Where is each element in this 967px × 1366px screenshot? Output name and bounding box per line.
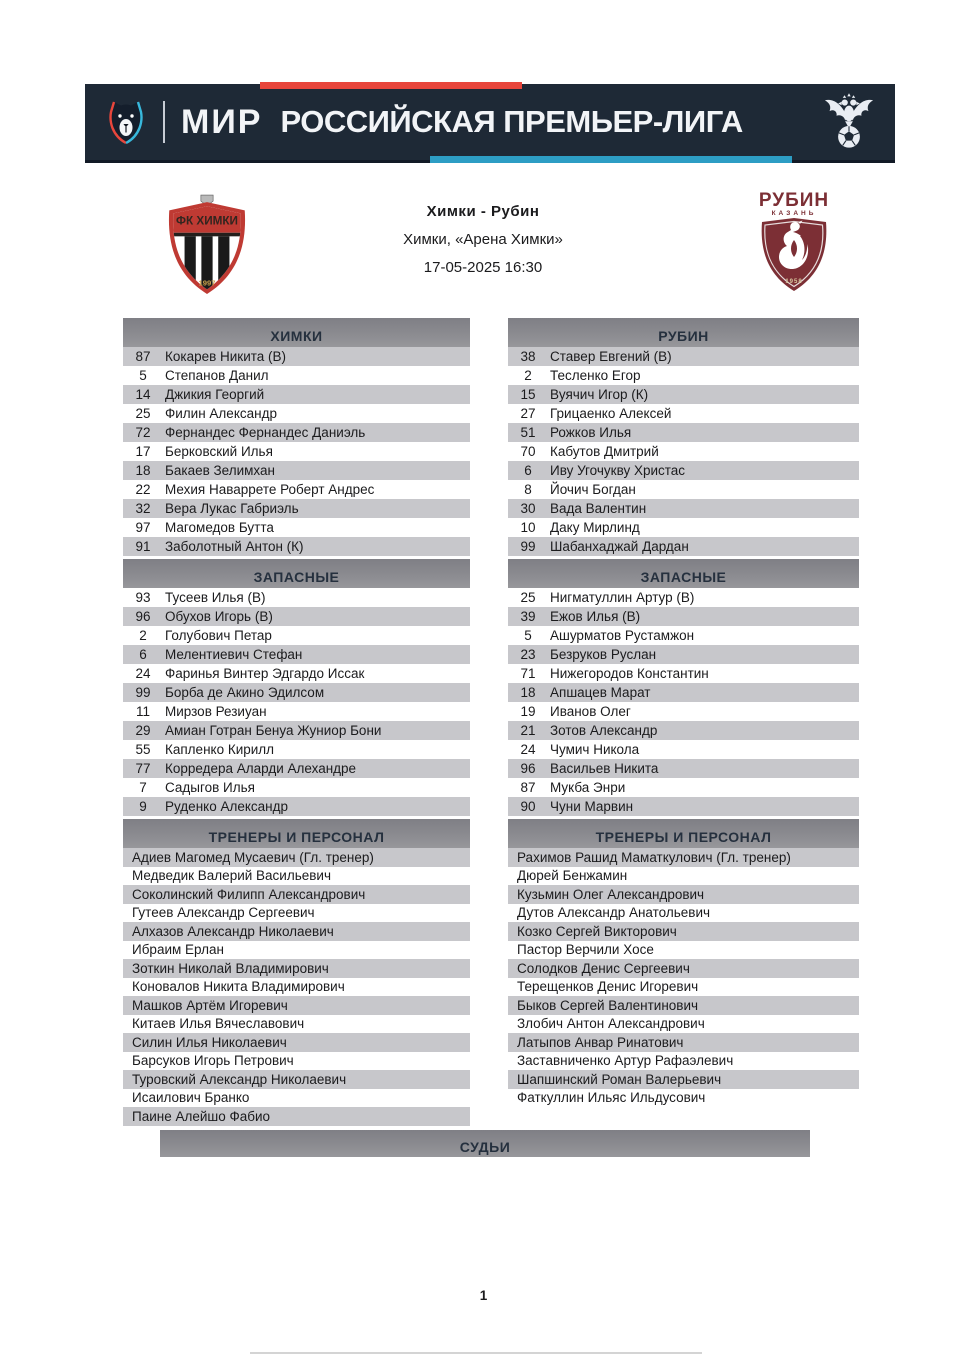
player-number: 38 bbox=[520, 349, 536, 364]
referees-header: СУДЬИ bbox=[160, 1130, 810, 1157]
player-row bbox=[508, 721, 859, 740]
player-row bbox=[123, 740, 470, 759]
player-number: 15 bbox=[520, 387, 536, 402]
away-staff-rows bbox=[508, 848, 859, 1107]
player-number: 5 bbox=[139, 368, 147, 383]
player-row bbox=[508, 778, 859, 797]
player-row bbox=[123, 442, 470, 461]
player-row bbox=[123, 499, 470, 518]
rubin-crest-city: КАЗАНЬ bbox=[771, 210, 817, 217]
player-name: Филин Александр bbox=[165, 406, 277, 421]
player-name: Нижегородов Константин bbox=[550, 666, 709, 681]
player-row bbox=[123, 423, 470, 442]
staff-row bbox=[123, 885, 470, 904]
subs-header: ЗАПАСНЫЕ bbox=[123, 559, 470, 588]
player-number: 7 bbox=[139, 780, 147, 795]
player-name: Кокарев Никита (В) bbox=[165, 349, 287, 364]
home-team-header: ХИМКИ bbox=[123, 318, 470, 347]
mir-sponsor-logo: МИР bbox=[181, 102, 263, 141]
player-name: Ашурматов Рустамжон bbox=[550, 628, 695, 643]
staff-name: Дюрей Бенжамин bbox=[517, 868, 628, 884]
player-number: 25 bbox=[520, 590, 536, 605]
player-number: 5 bbox=[524, 628, 532, 643]
player-number: 55 bbox=[135, 742, 151, 757]
player-row bbox=[123, 480, 470, 499]
player-name: Мелентиевич Стефан bbox=[165, 647, 303, 662]
staff-header: ТРЕНЕРЫ И ПЕРСОНАЛ bbox=[508, 819, 859, 848]
player-name: Капленко Кирилл bbox=[165, 742, 275, 757]
player-number: 23 bbox=[520, 647, 536, 662]
staff-name: Пастор Верчили Хосе bbox=[517, 942, 654, 958]
player-number: 29 bbox=[135, 723, 151, 738]
player-row bbox=[508, 347, 859, 366]
player-number: 8 bbox=[524, 482, 532, 497]
player-name: Голубович Петар bbox=[165, 628, 272, 643]
staff-row bbox=[508, 904, 859, 923]
staff-header: ТРЕНЕРЫ И ПЕРСОНАЛ bbox=[123, 819, 470, 848]
staff-row bbox=[123, 996, 470, 1015]
player-row bbox=[508, 626, 859, 645]
player-row bbox=[508, 461, 859, 480]
player-number: 71 bbox=[520, 666, 536, 681]
home-staff-table bbox=[123, 819, 470, 1126]
player-number: 96 bbox=[135, 609, 151, 624]
away-subs-rows bbox=[508, 588, 859, 816]
staff-row bbox=[123, 1070, 470, 1089]
player-name: Тусеев Илья (В) bbox=[165, 590, 266, 605]
league-banner bbox=[85, 84, 895, 163]
rfu-eagle-logo bbox=[821, 87, 877, 157]
player-row bbox=[508, 664, 859, 683]
match-datetime: 17-05-2025 16:30 bbox=[423, 259, 543, 276]
player-row bbox=[123, 347, 470, 366]
player-name: Джикия Георгий bbox=[165, 387, 265, 402]
player-row bbox=[508, 740, 859, 759]
player-row bbox=[123, 404, 470, 423]
player-name: Чуни Марвин bbox=[550, 799, 634, 814]
player-number: 6 bbox=[139, 647, 147, 662]
staff-row bbox=[508, 848, 859, 867]
player-row bbox=[123, 607, 470, 626]
staff-name: Силин Илья Николаевич bbox=[132, 1034, 287, 1050]
staff-row bbox=[123, 1033, 470, 1052]
player-row bbox=[123, 683, 470, 702]
player-row bbox=[508, 442, 859, 461]
player-number: 17 bbox=[135, 444, 151, 459]
player-name: Грицаенко Алексей bbox=[550, 406, 672, 421]
player-number: 18 bbox=[520, 685, 536, 700]
staff-row bbox=[123, 941, 470, 960]
player-name: Даку Мирлинд bbox=[550, 520, 640, 535]
player-name: Корредера Аларди Алехандре bbox=[165, 761, 357, 776]
player-row bbox=[508, 645, 859, 664]
staff-name: Зоткин Николай Владимирович bbox=[132, 960, 329, 976]
away-team-column bbox=[508, 318, 859, 1110]
staff-name: Машков Артём Игоревич bbox=[132, 997, 288, 1013]
player-row bbox=[508, 607, 859, 626]
player-number: 99 bbox=[520, 539, 536, 554]
player-number: 39 bbox=[520, 609, 536, 624]
player-name: Руденко Александр bbox=[165, 799, 289, 814]
rpl-bear-logo bbox=[103, 97, 149, 147]
staff-row bbox=[508, 1015, 859, 1034]
player-name: Тесленко Егор bbox=[550, 368, 641, 383]
player-name: Магомедов Бутта bbox=[165, 520, 274, 535]
player-name: Амиан Готран Бенуа Жуниор Бони bbox=[165, 723, 382, 738]
player-name: Иву Угочукву Христас bbox=[550, 463, 686, 478]
match-title: Химки - Рубин bbox=[426, 203, 540, 220]
player-name: Чумич Никола bbox=[550, 742, 640, 757]
staff-row bbox=[123, 978, 470, 997]
player-name: Шабанхаджай Дардан bbox=[550, 539, 689, 554]
teal-accent-bar bbox=[430, 156, 792, 163]
player-number: 10 bbox=[520, 520, 536, 535]
banner-divider bbox=[163, 101, 165, 143]
staff-row bbox=[123, 1052, 470, 1071]
staff-row bbox=[508, 922, 859, 941]
player-row bbox=[508, 518, 859, 537]
player-number: 24 bbox=[520, 742, 536, 757]
player-number: 30 bbox=[520, 501, 536, 516]
staff-name: Китаев Илья Вячеславович bbox=[132, 1016, 305, 1032]
player-row bbox=[508, 404, 859, 423]
league-title: РОССИЙСКАЯ ПРЕМЬЕР-ЛИГА bbox=[280, 104, 743, 139]
player-row bbox=[123, 588, 470, 607]
away-staff-table bbox=[508, 819, 859, 1107]
player-name: Ставер Евгений (В) bbox=[550, 349, 672, 364]
player-row bbox=[123, 518, 470, 537]
staff-row bbox=[123, 848, 470, 867]
player-row bbox=[123, 721, 470, 740]
player-row bbox=[123, 702, 470, 721]
player-number: 2 bbox=[524, 368, 532, 383]
player-row bbox=[123, 645, 470, 664]
staff-name: Рахимов Рашид Маматкулович (Гл. тренер) bbox=[517, 849, 791, 865]
player-row bbox=[508, 683, 859, 702]
player-name: Иванов Олег bbox=[550, 704, 631, 719]
player-number: 22 bbox=[135, 482, 151, 497]
player-row bbox=[508, 385, 859, 404]
staff-name: Козко Сергей Викторович bbox=[517, 923, 677, 939]
player-name: Зотов Александр bbox=[550, 723, 658, 738]
player-number: 72 bbox=[135, 425, 151, 440]
red-accent-bar bbox=[260, 82, 522, 89]
staff-name: Быков Сергей Валентинович bbox=[517, 997, 699, 1013]
player-number: 87 bbox=[520, 780, 536, 795]
player-row bbox=[123, 461, 470, 480]
player-name: Мирзов Резиуан bbox=[165, 704, 267, 719]
home-subs-rows bbox=[123, 588, 470, 816]
away-starters-table bbox=[508, 318, 859, 556]
player-number: 70 bbox=[520, 444, 536, 459]
player-number: 21 bbox=[520, 723, 536, 738]
staff-row bbox=[123, 959, 470, 978]
rubin-crest-year: 1958 bbox=[785, 279, 803, 285]
player-number: 2 bbox=[139, 628, 147, 643]
rubin-crest-name: РУБИН bbox=[758, 190, 830, 211]
player-row bbox=[123, 797, 470, 816]
match-info bbox=[233, 203, 733, 276]
player-name: Фернандес Фернандес Даниэль bbox=[165, 425, 366, 440]
staff-row bbox=[508, 867, 859, 886]
player-number: 91 bbox=[135, 539, 151, 554]
rubin-crest bbox=[742, 190, 846, 296]
player-number: 19 bbox=[520, 704, 536, 719]
staff-name: Соколинский Филипп Александрович bbox=[132, 886, 366, 902]
player-name: Кабутов Дмитрий bbox=[550, 444, 659, 459]
staff-name: Барсуков Игорь Петрович bbox=[132, 1053, 294, 1069]
player-number: 25 bbox=[135, 406, 151, 421]
player-number: 51 bbox=[520, 425, 536, 440]
staff-name: Фаткуллин Ильяс Ильдусович bbox=[517, 1090, 706, 1106]
scan-edge-line bbox=[250, 1352, 702, 1354]
player-name: Берковский Илья bbox=[165, 444, 273, 459]
match-venue: Химки, «Арена Химки» bbox=[403, 231, 563, 248]
home-starters-table bbox=[123, 318, 470, 556]
player-row bbox=[508, 702, 859, 721]
home-subs-table bbox=[123, 559, 470, 816]
player-name: Ежов Илья (В) bbox=[550, 609, 641, 624]
staff-row bbox=[508, 1089, 859, 1108]
staff-name: Солодков Денис Сергеевич bbox=[517, 960, 690, 976]
player-name: Садыгов Илья bbox=[165, 780, 255, 795]
player-number: 11 bbox=[135, 704, 150, 719]
staff-row bbox=[508, 941, 859, 960]
staff-row bbox=[508, 1052, 859, 1071]
home-team-column bbox=[123, 318, 470, 1129]
player-name: Степанов Данил bbox=[165, 368, 269, 383]
player-number: 87 bbox=[135, 349, 151, 364]
player-number: 18 bbox=[135, 463, 151, 478]
player-number: 96 bbox=[520, 761, 536, 776]
staff-row bbox=[123, 1089, 470, 1108]
staff-row bbox=[123, 1015, 470, 1034]
player-name: Вера Лукас Габриэль bbox=[165, 501, 299, 516]
staff-name: Коновалов Никита Владимирович bbox=[132, 979, 345, 995]
player-row bbox=[123, 664, 470, 683]
staff-name: Ибраим Ерлан bbox=[132, 942, 224, 958]
player-name: Безруков Руслан bbox=[550, 647, 657, 662]
player-name: Мехия Наваррете Роберт Андрес bbox=[165, 482, 375, 497]
player-row bbox=[123, 626, 470, 645]
staff-row bbox=[508, 959, 859, 978]
player-number: 27 bbox=[520, 406, 536, 421]
staff-name: Алхазов Александр Николаевич bbox=[132, 923, 334, 939]
player-number: 32 bbox=[135, 501, 151, 516]
page-number: 1 bbox=[479, 1288, 488, 1303]
staff-name: Дутов Александр Анатольевич bbox=[517, 905, 711, 921]
staff-name: Медведик Валерий Васильевич bbox=[132, 868, 331, 884]
staff-name: Туровский Александр Николаевич bbox=[132, 1071, 347, 1087]
home-staff-rows bbox=[123, 848, 470, 1126]
away-starters-rows bbox=[508, 347, 859, 556]
staff-row bbox=[123, 922, 470, 941]
player-row bbox=[123, 778, 470, 797]
staff-row bbox=[123, 904, 470, 923]
staff-row bbox=[508, 885, 859, 904]
player-name: Заболотный Антон (К) bbox=[165, 539, 304, 554]
away-team-header: РУБИН bbox=[508, 318, 859, 347]
staff-name: Адиев Магомед Мусаевич (Гл. тренер) bbox=[132, 849, 374, 865]
player-row bbox=[508, 537, 859, 556]
player-row bbox=[508, 759, 859, 778]
player-number: 97 bbox=[135, 520, 151, 535]
home-starters-rows bbox=[123, 347, 470, 556]
staff-name: Заставниченко Артур Рафаэлевич bbox=[517, 1053, 734, 1069]
player-name: Фаринья Винтер Эдгардо Иссак bbox=[165, 666, 365, 681]
player-number: 77 bbox=[135, 761, 151, 776]
player-row bbox=[123, 759, 470, 778]
staff-row bbox=[123, 867, 470, 886]
subs-header: ЗАПАСНЫЕ bbox=[508, 559, 859, 588]
player-name: Рожков Илья bbox=[550, 425, 632, 440]
staff-row bbox=[123, 1107, 470, 1126]
player-number: 9 bbox=[139, 799, 147, 814]
staff-name: Гутеев Александр Сергеевич bbox=[132, 905, 315, 921]
khimki-crest-name: ФК ХИМКИ bbox=[176, 214, 238, 228]
player-number: 93 bbox=[135, 590, 151, 605]
player-name: Вуячич Игор (К) bbox=[550, 387, 649, 402]
staff-row bbox=[508, 978, 859, 997]
player-name: Васильев Никита bbox=[550, 761, 659, 776]
staff-name: Исаилович Бранко bbox=[132, 1090, 250, 1106]
player-row bbox=[123, 385, 470, 404]
player-row bbox=[508, 499, 859, 518]
player-row bbox=[508, 480, 859, 499]
staff-name: Кузьмин Олег Александрович bbox=[517, 886, 705, 902]
player-row bbox=[508, 423, 859, 442]
khimki-crest-year: 1997 bbox=[198, 278, 216, 288]
player-name: Вада Валентин bbox=[550, 501, 647, 516]
staff-row bbox=[508, 1070, 859, 1089]
player-name: Мукба Энри bbox=[550, 780, 626, 795]
staff-name: Паине Алейшо Фабио bbox=[132, 1108, 271, 1124]
staff-name: Шапшинский Роман Валерьевич bbox=[517, 1071, 722, 1087]
player-name: Апшацев Марат bbox=[550, 685, 651, 700]
staff-name: Злобич Антон Александрович bbox=[517, 1016, 705, 1032]
player-number: 24 bbox=[135, 666, 151, 681]
player-row bbox=[123, 537, 470, 556]
player-number: 99 bbox=[135, 685, 151, 700]
player-name: Борба де Акино Эдилсом bbox=[165, 685, 325, 700]
player-name: Нигматуллин Артур (В) bbox=[550, 590, 695, 605]
player-name: Обухов Игорь (В) bbox=[165, 609, 273, 624]
player-row bbox=[508, 797, 859, 816]
staff-name: Терещенков Денис Игоревич bbox=[517, 979, 699, 995]
player-row bbox=[508, 366, 859, 385]
player-row bbox=[123, 366, 470, 385]
away-subs-table bbox=[508, 559, 859, 816]
player-row bbox=[508, 588, 859, 607]
staff-name: Латыпов Анвар Ринатович bbox=[517, 1034, 684, 1050]
player-number: 14 bbox=[135, 387, 151, 402]
player-name: Бакаев Зелимхан bbox=[165, 463, 275, 478]
staff-row bbox=[508, 1033, 859, 1052]
referees-section bbox=[160, 1130, 810, 1163]
player-number: 90 bbox=[520, 799, 536, 814]
staff-row bbox=[508, 996, 859, 1015]
player-name: Йочич Богдан bbox=[550, 482, 636, 497]
player-number: 6 bbox=[524, 463, 532, 478]
